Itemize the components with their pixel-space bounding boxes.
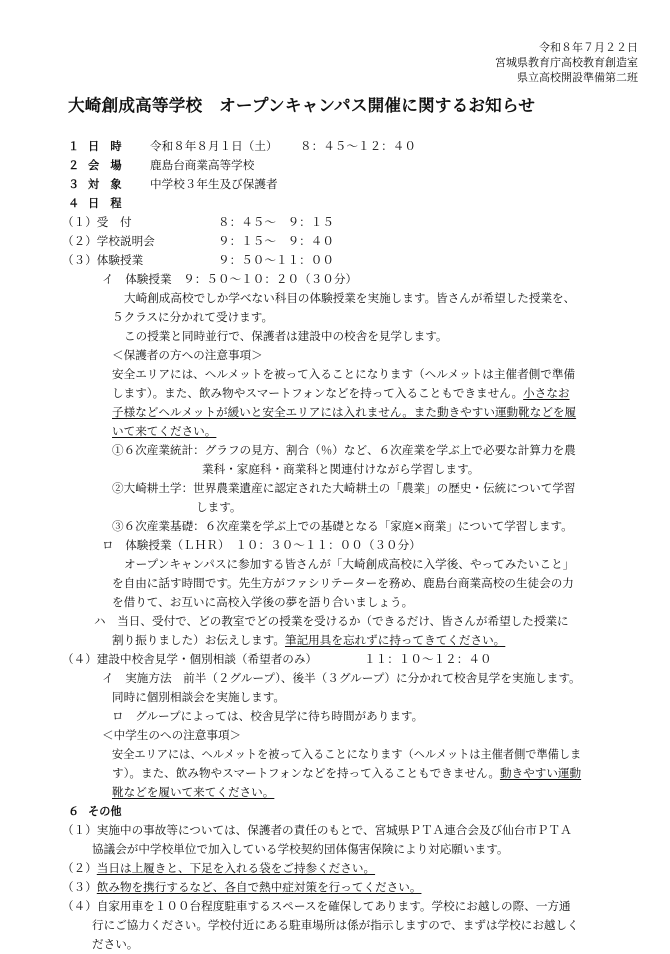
schedule-item-briefing	[62, 232, 628, 251]
section-target	[68, 175, 628, 194]
target-value: 中学校３年生及び保護者	[150, 177, 278, 191]
section-label: 会 場	[88, 159, 122, 172]
course-item: ②大崎耕土学：世界農業遺産に認定された大崎耕土の「農業」の歴史・伝統について学習	[112, 481, 576, 495]
schedule-item-label: （１）受 付	[62, 215, 132, 229]
note-emphasis-line	[68, 783, 628, 802]
note-line	[68, 384, 628, 403]
notice-body	[62, 137, 628, 954]
section-label: 日 時	[88, 140, 122, 153]
subitem-emphasis: 筆記用具を忘れずに持ってきてください。	[284, 633, 506, 647]
subitem-heading: イ 体験授業 ９：５０～１０：２０（３０分）	[102, 272, 358, 286]
subitem-line: イ 実施方法 前半（２グループ）、後半（３グループ）に分かれて校舎見学を実施します。	[102, 671, 581, 685]
note-heading: ＜保護者の方への注意事項＞	[112, 348, 263, 362]
paragraph-line: を借りて、お互いに高校入学後の夢を語り合いましょう。	[112, 595, 414, 609]
note-emphasis-line: 子様などヘルメットが緩いと安全エリアには入れません。また動きやすい運動靴などを履	[112, 405, 577, 419]
section-datetime	[68, 137, 628, 156]
schedule-item-reception	[62, 213, 628, 232]
item-emphasis: 当日は上履きと、下足を入れる袋をご持参ください。	[96, 861, 376, 875]
note-emphasis: 靴などを履いて来てください。	[112, 785, 275, 799]
item-number: （３）	[62, 880, 97, 894]
paragraph-line: 大崎創成高校でしか学べない科目の体験授業を実施します。皆さんが希望した授業を、	[124, 291, 576, 305]
schedule-item-time: ９：５０～１１：００	[218, 253, 334, 267]
paragraph-line: ５クラスに分かれて受けます。	[112, 310, 274, 324]
section-venue	[68, 156, 628, 175]
subitem-line	[68, 631, 628, 650]
course-item: ①６次産業統計：グラフの見方、割合（％）など、６次産業を学ぶ上で必要な計算力を農	[112, 443, 576, 457]
section-label: 日 程	[88, 197, 122, 210]
subitem-line: ハ 当日、受付で、どの教室でどの授業を受けるか（できるだけ、皆さんが希望した授業に	[94, 614, 569, 628]
section-label: その他	[88, 805, 122, 818]
note-line: 安全エリアには、ヘルメットを被って入ることになります（ヘルメットは主催者側で準備	[112, 367, 576, 381]
note-line: 安全エリアには、ヘルメットを被って入ることになります（ヘルメットは主催者側で準備しま	[112, 748, 582, 761]
note-emphasis: 小さなお	[523, 386, 570, 400]
section-number: ３	[68, 178, 80, 191]
header-block	[495, 40, 638, 85]
note-heading: ＜中学生のへの注意事項＞	[102, 728, 242, 742]
note-line	[68, 764, 628, 783]
subitem-line: 同時に個別相談会を実施します。	[112, 690, 285, 704]
note-emphasis: いて来てください。	[112, 424, 217, 438]
course-item: ③６次産業基礎：６次産業を学ぶ上での基礎となる「家庭×商業」について学習します。	[112, 519, 573, 533]
subitem-line: ロ グループによっては、校舎見学に待ち時間があります。	[112, 709, 424, 723]
section-number: ４	[68, 197, 80, 210]
section-other	[68, 802, 628, 821]
note-emphasis-line	[68, 422, 628, 441]
note-text: します）。また、飲み物やスマートフォンなどを持って入ることもできません。	[112, 386, 524, 400]
course-item-continued: します。	[196, 500, 242, 514]
issue-date: 令和８年７月２２日	[539, 41, 638, 54]
course-item-continued: 業科・家庭科・商業科と関連付けながら学習します。	[202, 462, 480, 476]
other-item-continued: 協議会が中学校単位で加入している学校契約団体傷害保険により対応願います。	[92, 842, 509, 856]
schedule-item-trial-class	[62, 251, 628, 270]
note-text: す）。また、飲み物やスマートフォンなどを持って入ることもできません。	[112, 766, 500, 780]
paragraph-line: この授業と同時並行で、保護者は建設中の校舎を見学します。	[124, 329, 448, 343]
issuer-office: 宮城県教育庁高校教育創造室	[495, 56, 638, 69]
section-schedule	[68, 194, 628, 213]
schedule-item-time: １１：１０～１２：４０	[364, 652, 492, 666]
schedule-item-label: （２）学校説明会	[62, 234, 155, 248]
section-number: １	[68, 140, 80, 153]
page-title: 大崎創成高等学校 オープンキャンパス開催に関するお知らせ	[68, 96, 536, 115]
event-date: 令和８年８月１日（土）	[150, 139, 278, 153]
item-number: （２）	[62, 861, 97, 875]
other-item-continued: 行にご協力ください。学校付近にある駐車場所は係が指示しますので、まずは学校にお越しく	[92, 918, 579, 932]
schedule-item-time: ９：１５～ ９：４０	[218, 234, 334, 248]
note-emphasis: 動きやすい運動	[499, 766, 582, 780]
section-number: ２	[68, 159, 80, 172]
other-item	[62, 859, 628, 878]
other-item-continued: ださい。	[92, 937, 139, 951]
other-item: （４）自家用車を１００台程度駐車するスペースを確保してあります。学校にお越しの際、一方通	[62, 899, 571, 913]
item-emphasis: 飲み物を携行するなど、各自で熱中症対策を行ってください。	[96, 880, 422, 894]
section-number: ６	[68, 805, 80, 818]
schedule-item-time: ８：４５～ ９：１５	[218, 215, 334, 229]
subitem-text: 割り振りました）お伝えします。	[112, 633, 285, 647]
schedule-item-label: （４）建設中校舎見学・個別相談（希望者のみ）	[62, 652, 318, 666]
subitem-heading: ロ 体験授業（ＬＨＲ） １０：３０～１１：００（３０分）	[102, 538, 421, 552]
venue-value: 鹿島台商業高等学校	[150, 158, 255, 172]
paragraph-line: を自由に話す時間です。先生方がファシリテーターを務め、鹿島台商業高校の生徒会の力	[112, 576, 574, 590]
schedule-item-tour	[62, 650, 628, 669]
other-item: （１）実施中の事故等については、保護者の責任のもとで、宮城県ＰＴＡ連合会及び仙台市ＰＴＡ	[62, 823, 572, 837]
schedule-item-label: （３）体験授業	[62, 253, 144, 267]
paragraph-line: オープンキャンパスに参加する皆さんが「大崎創成高校に入学後、やってみたいこと」	[124, 557, 575, 571]
other-item	[62, 878, 628, 897]
issuer-section: 県立高校開設準備第二班	[517, 71, 638, 84]
event-time: ８：４５～１２：４０	[300, 139, 416, 153]
section-label: 対 象	[88, 178, 122, 191]
